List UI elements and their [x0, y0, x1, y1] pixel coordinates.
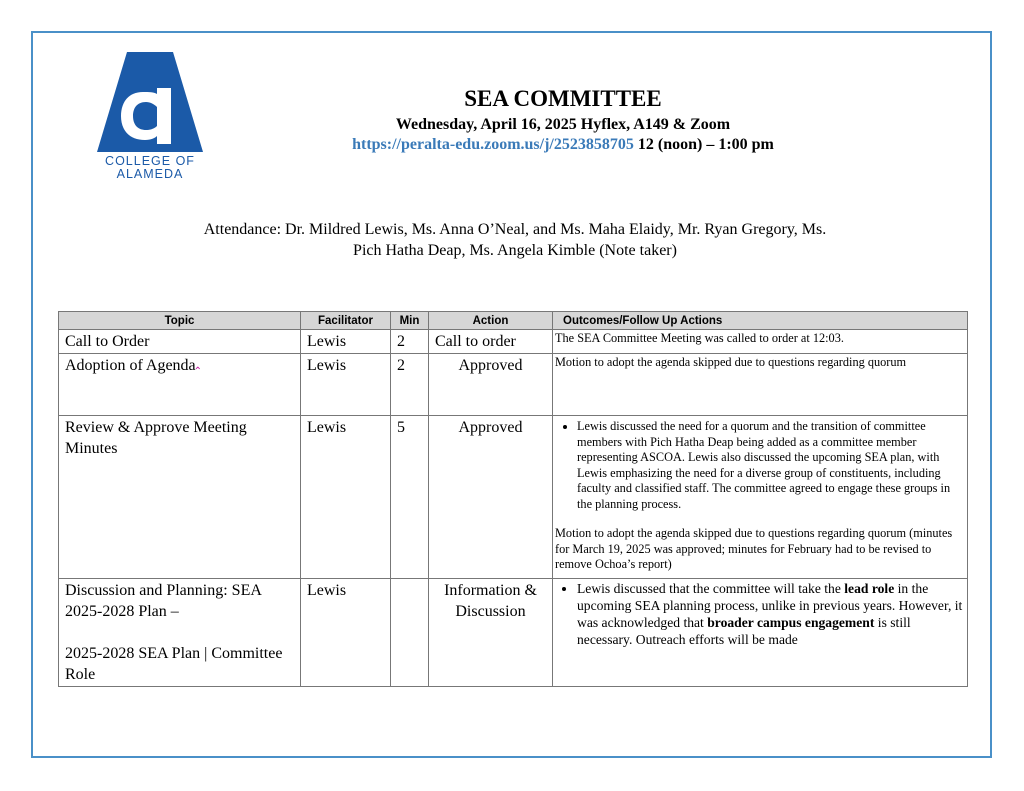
- row-action: Information & Discussion: [429, 579, 553, 687]
- meeting-time: 12 (noon) – 1:00 pm: [633, 136, 774, 153]
- header-topic: Topic: [59, 312, 301, 330]
- bullet-text: is still necessary. Outreach efforts will be made: [577, 615, 911, 647]
- row-action: Approved: [429, 416, 553, 579]
- meeting-date: Wednesday, April 16, 2025 Hyflex, A149 & Zoom: [395, 116, 731, 133]
- list-item: • Lewis discussed the need for a quorum and the transition of committee members with Pich Hatha Deap being added as a committee member representing ASCOA. Lewis also discussed the upcoming SEA plan, with Lewis emphasizing the need for a diverse group of constituents, including faculty and classified staff. The committee agreed to engage these groups in the planning process.: [577, 419, 965, 512]
- document-title: SEA COMMITTEE: [464, 86, 662, 111]
- logo-line2: ALAMEDA: [116, 167, 184, 181]
- table-row: [59, 330, 968, 354]
- bullet-bold-text: lead role: [844, 581, 895, 596]
- row-topic: Review & Approve Meeting Minutes: [59, 416, 301, 579]
- attendance: [130, 219, 900, 261]
- college-logo-text: [92, 155, 208, 181]
- row-action: Call to order: [429, 330, 553, 354]
- row-topic-line2: 2025-2028 SEA Plan | Committee Role: [65, 645, 283, 683]
- header-facilitator: Facilitator: [301, 312, 391, 330]
- table-row: [59, 416, 968, 579]
- agenda-table: [58, 311, 968, 687]
- row-min: 2: [391, 354, 429, 416]
- row-min: [391, 579, 429, 687]
- edit-caret-icon: ⌃: [193, 366, 203, 378]
- attendance-line2: Pich Hatha Deap, Ms. Angela Kimble (Note taker): [353, 242, 677, 259]
- table-row: [59, 354, 968, 416]
- row-min: 2: [391, 330, 429, 354]
- table-row: [59, 579, 968, 687]
- row-topic: Call to Order: [59, 330, 301, 354]
- row-facilitator: Lewis: [301, 330, 391, 354]
- zoom-link[interactable]: https://peralta-edu.zoom.us/j/2523858705: [352, 136, 634, 153]
- row-facilitator: Lewis: [301, 354, 391, 416]
- outcome-bullets: [555, 580, 965, 648]
- bullet-text: in the upcoming SEA planning process, unlike in previous years. However, it was acknowledged that: [577, 581, 963, 630]
- row-topic: [59, 579, 301, 687]
- row-topic-line1: Discussion and Planning: SEA 2025-2028 Plan –: [65, 582, 262, 620]
- row-facilitator: Lewis: [301, 416, 391, 579]
- meeting-link-line: [300, 136, 826, 154]
- row-topic: [59, 354, 301, 416]
- row-topic-text: Adoption of Agenda: [65, 357, 196, 374]
- header-outcomes: Outcomes/Follow Up Actions: [553, 312, 968, 330]
- row-facilitator: Lewis: [301, 579, 391, 687]
- row-outcome: The SEA Committee Meeting was called to order at 12:03.: [553, 330, 968, 354]
- table-header-row: [59, 312, 968, 330]
- bullet-text: Lewis discussed that the committee will take the: [577, 581, 845, 596]
- row-outcome-cell: [553, 416, 968, 579]
- attendance-line1: Attendance: Dr. Mildred Lewis, Ms. Anna O’Neal, and Ms. Maha Elaidy, Mr. Ryan Gregory, Ms.: [203, 221, 827, 238]
- bullet-bold-text: broader campus engagement: [707, 615, 875, 630]
- row-min: 5: [391, 416, 429, 579]
- row-outcome: Motion to adopt the agenda skipped due to questions regarding quorum (minutes for March 19, 2025 was approved; minutes for February had to be revised to remove Ochoa’s report): [555, 526, 953, 571]
- row-action: Approved: [429, 354, 553, 416]
- row-outcome-cell: [553, 579, 968, 687]
- logo-line1: COLLEGE OF: [105, 154, 195, 168]
- header-min: Min: [391, 312, 429, 330]
- row-outcome: Motion to adopt the agenda skipped due to questions regarding quorum: [553, 354, 968, 416]
- list-item: [577, 580, 965, 648]
- outcome-bullets: [555, 419, 965, 512]
- header-action: Action: [429, 312, 553, 330]
